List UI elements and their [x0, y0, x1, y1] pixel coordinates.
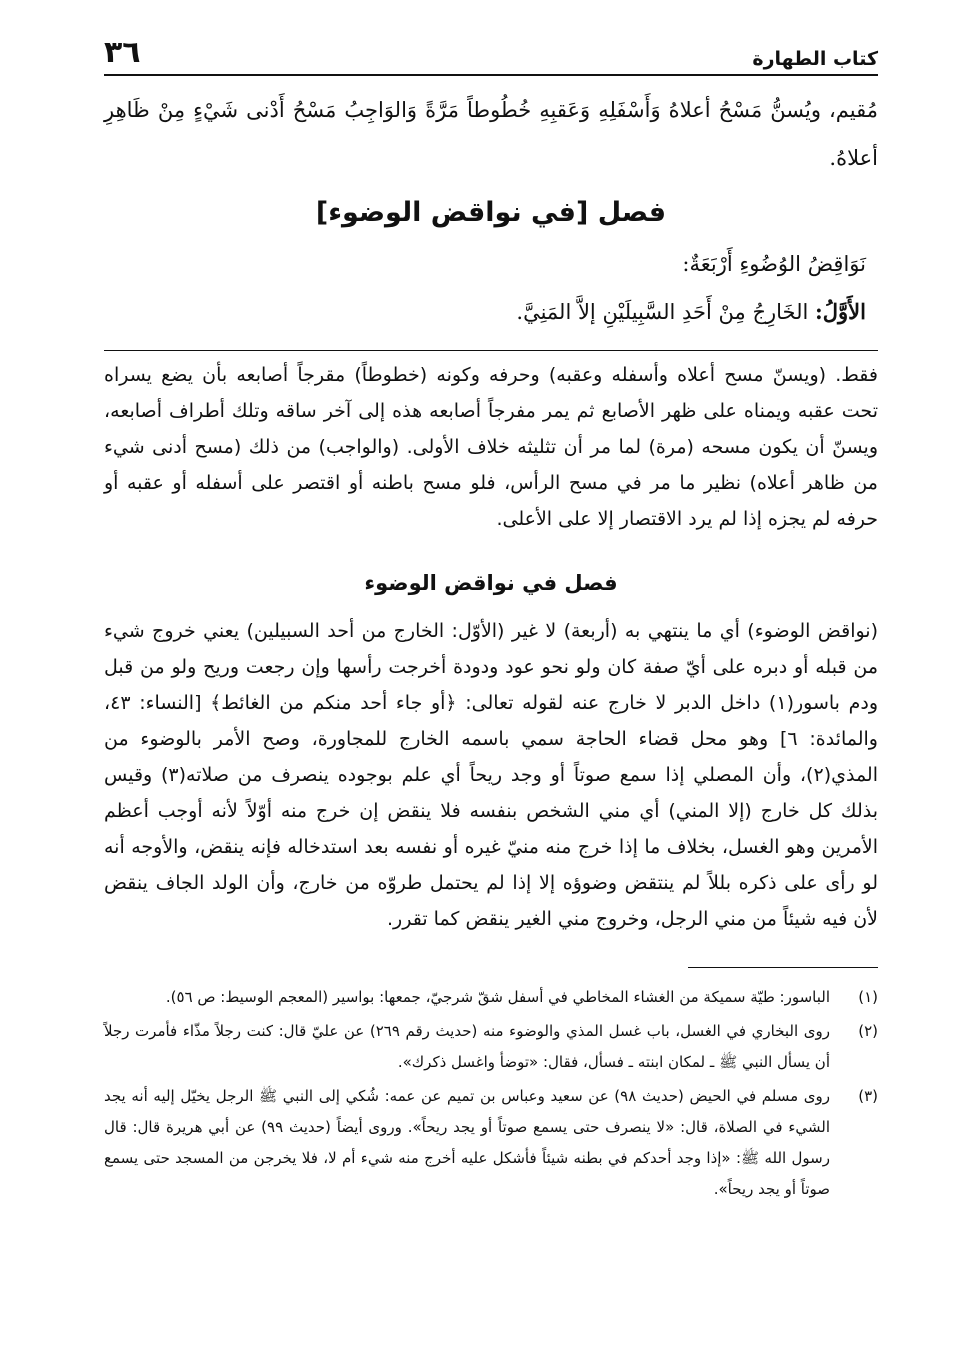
document-page — [104, 22, 878, 1208]
book-title: كتاب الطهارة — [752, 48, 878, 70]
matn-first-text: الخَارِجُ مِنْ أَحَدِ السَّبِيلَيْنِ إلاَّ المَنِيَّ. — [516, 300, 809, 324]
footnote-item — [104, 1016, 878, 1078]
footnote-item — [104, 1081, 878, 1205]
footnote-number: (٣) — [858, 1087, 878, 1105]
page-number: ٣٦ — [104, 35, 141, 70]
footnote-item — [104, 982, 878, 1013]
matn-text-top: مُقيم، ويُسنُّ مَسْحُ أعلاهُ وَأَسْفَلِهِ وَعَقبِهِ خُطُوطاً مَرَّةً وَالوَاجِبُ مَسْحُ أَدْنى شَيْءٍ مِنْ ظَاهِرِ أعلاهُ. — [104, 98, 878, 170]
commentary-paragraph-1: فقط. (ويسنّ مسح أعلاه وأسفله وعقبه) وحرفه وكونه (خطوطاً) مقرجاً أصابعه بأن يضع يسراه تحت عقبه ويمناه على ظهر الأصابع ثم يمر مفرجاً أصابعه هذه إلى آخر ساقه وتلك أطراف أصابعه، ويسنّ أن يكون مسحه (مرة) لما مر أن تثليثه خلاف الأولى. (والواجب) من ذلك (مسح أدنى شيء من ظاهر أعلاه) نظير ما مر في مسح الرأس، فلو مسح باطنه أو اقتصر على أسفله أو عقبه أو حرفه لم يجزه إذا لم يرد الاقتصار إلا على الأعلى. — [104, 364, 878, 530]
page-header — [104, 22, 878, 76]
section-heading: فصل [في نواقض الوضوء] — [315, 197, 667, 228]
footnote-text: الباسور: طيّة سميكة من الغشاء المخاطي في أسفل شقّ شرجيّ، جمعها: بواسير (المعجم الوسيط: ص ٥٦). — [165, 988, 830, 1006]
footnote-text: روى مسلم في الحيض (حديث ٩٨) عن سعيد وعباس بن تميم عن عمه: شُكي إلى النبي ﷺ الرجل يخيّل إليه أنه يجد الشيء في الصلاة، قال: «لا ينصرف حتى يسمع صوتاً أو يجد ريحاً». وروى أيضاً (حديث ٩٩) عن أبي هريرة قال: قال رسول الله ﷺ: «إذا وجد أحدكم في بطنه شيئاً فأشكل عليه أخرج منه شيء أم لا، فلا يخرجن من المسجد حتى يسمع صوتاً أو يجد ريحاً». — [104, 1087, 830, 1198]
footnote-text: روى البخاري في الغسل، باب غسل المذي والوضوء منه (حديث رقم ٢٦٩) عن عليّ قال: كنت رجلاً مذّاء فأمرت رجلاً أن يسأل النبي ﷺ ـ لمكان ابنته ـ فسأل، فقال: «توضأ واغسل ذكرك». — [104, 1022, 830, 1071]
matn-first-label: الأَوَّلُ: — [815, 299, 866, 324]
footnote-number: (١) — [858, 988, 878, 1006]
commentary-heading: فصل في نواقض الوضوء — [364, 571, 618, 595]
footnotes — [104, 982, 878, 1205]
matn-line-nawaqid: نَوَاقِضُ الوُضُوءِ أَرْبَعَةٌ: — [682, 252, 866, 276]
footnote-divider — [688, 967, 878, 968]
footnote-number: (٢) — [858, 1022, 878, 1040]
matn-divider — [104, 350, 878, 351]
matn-line-first — [104, 288, 866, 336]
commentary-paragraph-2: (نواقض الوضوء) أي ما ينتهي به (أربعة) لا غير (الأوّل: الخارج من أحد السبيلين) يعني خروج شيء من قبله أو دبره على أيّ صفة كان ولو نحو عود ودودة أخرجت رأسها وإن رجعت وريح ولو من قبل ودم باسور(١) داخل الدبر لا خارج عنه لقوله تعالى: ﴿أو جاء أحد منكم من الغائط﴾ [النساء: ٤٣، والمائدة: ٦] وهو محل قضاء الحاجة سمي باسمه الخارج للمجاورة، وصح الأمر بالوضوء من المذي(٢)، وأن المصلي إذا سمع صوتاً أو وجد ريحاً أي علم بوجوده ينصرف من صلاته(٣) وقيس بذلك كل خارج (إلا المني) أي مني الشخص بنفسه فلا ينقض إن خرج منه أوّلاً لأنه أوجب أعظم الأمرين وهو الغسل، بخلاف ما إذا خرج منه منيّ غيره أو نفسه بعد استدخاله فإنه ينقض، والأوجه أنه لو رأى على ذكره بللاً لم ينتقض وضوؤه إلا إذا لم يحتمل طروّه من خارج، وأن الولد الجاف ينقض لأن فيه شيئاً من مني الرجل، وخروج مني الغير ينقض كما تقرر. — [104, 620, 879, 930]
